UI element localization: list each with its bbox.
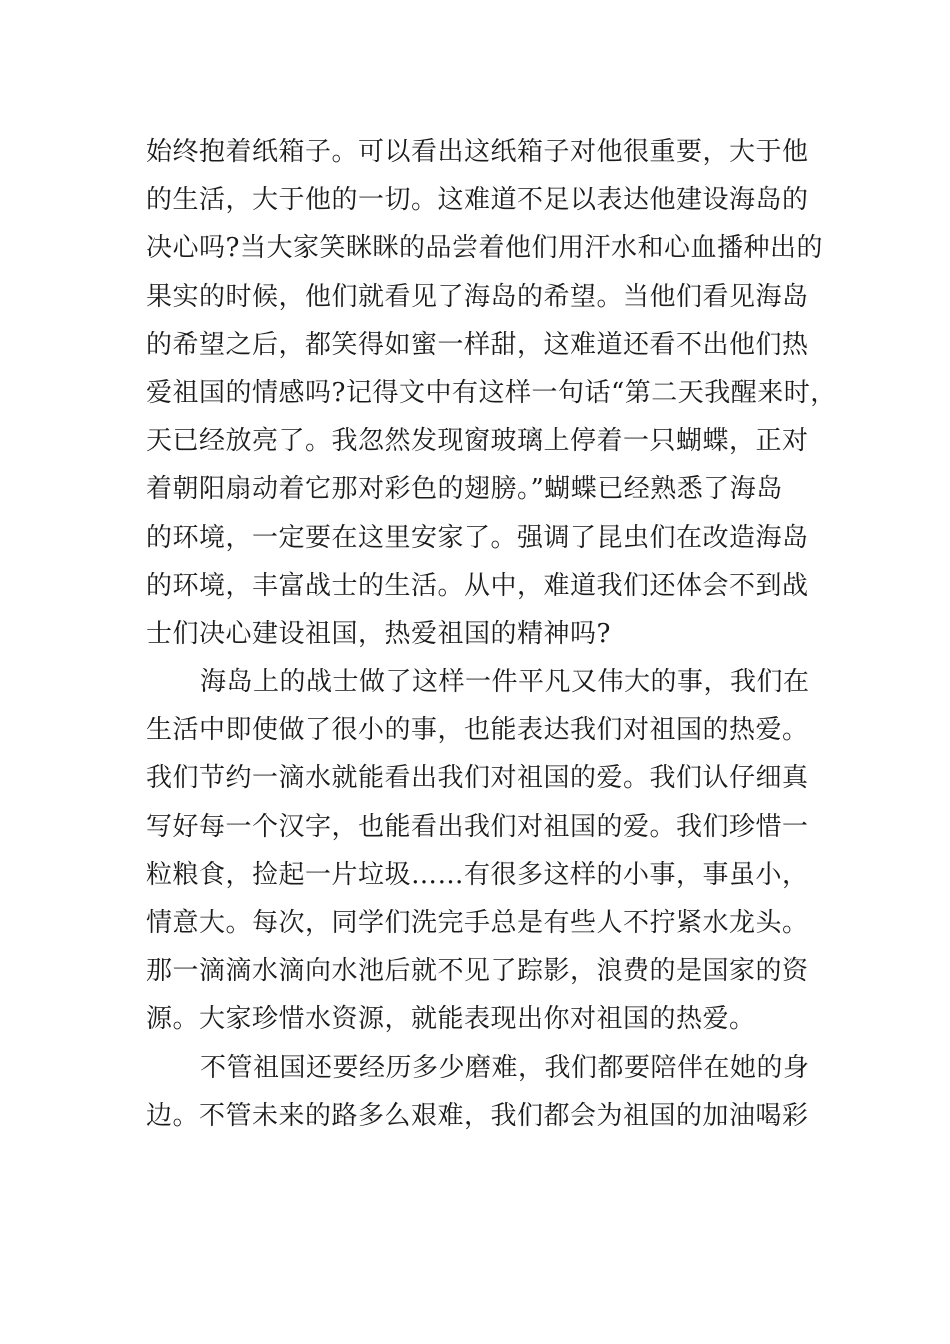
text-line: 情意大。每次，同学们洗完手总是有些人不拧紧水龙头。 [146, 908, 809, 938]
paragraph-start-line: 海岛上的战士做了这样一件平凡又伟大的事，我们在 [200, 667, 810, 698]
text-line: 的环境，一定要在这里安家了。强调了昆虫们在改造海岛 [146, 522, 809, 553]
text-line: 决心吗?当大家笑眯眯的品尝着他们用汗水和心血播种出的 [146, 233, 823, 264]
text-line: 爱祖国的情感吗?记得文中有这样一句话“第二天我醒来时， [146, 377, 837, 408]
text-line: 边。不管未来的路多么艰难，我们都会为祖国的加油喝彩 [146, 1100, 809, 1131]
text-line: 士们决心建设祖国，热爱祖国的精神吗? [146, 618, 611, 649]
text-line: 天已经放亮了。我忽然发现窗玻璃上停着一只蝴蝶，正对 [146, 426, 809, 457]
text-line: 果实的时候，他们就看见了海岛的希望。当他们看见海岛 [146, 281, 809, 312]
text-line: 写好每一个汉字，也能看出我们对祖国的爱。我们珍惜一 [146, 811, 809, 842]
text-line: 的生活，大于他的一切。这难道不足以表达他建设海岛的 [146, 185, 809, 216]
text-line: 源。大家珍惜水资源，就能表现出你对祖国的热爱。 [146, 1004, 756, 1035]
text-line: 着朝阳扇动着它那对彩色的翅膀。”蝴蝶已经熟悉了海岛 [146, 474, 783, 505]
body-text [146, 128, 837, 1140]
text-line: 粒粮食，捡起一片垃圾……有很多这样的小事，事虽小， [146, 859, 809, 890]
text-line: 生活中即使做了很小的事，也能表达我们对祖国的热爱。 [146, 715, 809, 746]
text-line: 我们节约一滴水就能看出我们对祖国的爱。我们认仔细真 [146, 763, 809, 794]
paragraph-start-line: 不管祖国还要经历多少磨难，我们都要陪伴在她的身 [200, 1052, 810, 1083]
text-line: 的环境，丰富战士的生活。从中，难道我们还体会不到战 [146, 570, 809, 601]
text-line: 始终抱着纸箱子。可以看出这纸箱子对他很重要，大于他 [146, 137, 809, 167]
text-line: 那一滴滴水滴向水池后就不见了踪影，浪费的是国家的资 [146, 956, 809, 987]
text-line: 的希望之后，都笑得如蜜一样甜，这难道还看不出他们热 [146, 329, 809, 360]
